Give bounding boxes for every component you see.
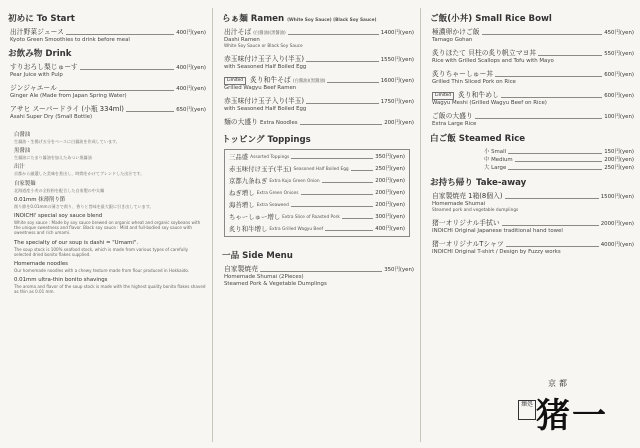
note-title: The specialty of our soup is dashi = "Umami".: [14, 239, 139, 246]
item-name-jp: 炙り和牛そば: [250, 76, 291, 84]
item-name-jp: 海苔増し: [229, 201, 255, 209]
item-name-jp: 猪一オリジナルTシャツ: [432, 240, 504, 248]
menu-item: [224, 76, 414, 92]
leader-line: [325, 230, 373, 231]
item-name-en: Grilled Thin Sliced Pork on Rice: [432, 79, 516, 85]
menu-item: [432, 240, 634, 256]
note-title: 自家製麺: [14, 180, 36, 187]
item-name-en: with Seasoned Half Boiled Egg: [224, 64, 307, 70]
soy-sauce-tag: (White Soy Sauce) (Black Soy Sauce): [287, 18, 377, 23]
note-title: INOICHI' special soy sauce blend: [14, 213, 103, 220]
item-name-jp: 自家製焼売 1箱(8個入): [432, 192, 503, 200]
note-text: White soy sauce : Made by soy sauce brewed on organic wheat and organic soybeans with the unique sweetness and flavor. Black soy sauce : Mild and full-bodied soy sauce with sweetness and rich umami.: [14, 220, 201, 236]
column-start-drinks: [0, 0, 212, 448]
leader-line: [80, 69, 175, 70]
info-note: [14, 240, 206, 257]
item-price: 350円(yen): [375, 154, 405, 160]
leader-line: [300, 124, 383, 125]
item-price: 2000円(yen): [600, 221, 634, 227]
size-label: 大 Large: [484, 165, 507, 171]
menu-item: [224, 55, 414, 71]
item-price: 150円(yen): [604, 149, 634, 155]
item-subtext: Steamed pork and vegetable dumplings: [432, 208, 519, 213]
item-name-en: Kyoto Green Smoothies to drink before meal: [10, 37, 130, 43]
logo-seal: 麺処: [518, 400, 536, 420]
leader-line: [502, 225, 599, 226]
item-price: 650円(yen): [176, 107, 206, 113]
info-note: [14, 277, 206, 294]
item-name-en: Assorted Toppings: [250, 155, 290, 160]
item-price: 1400円(yen): [380, 30, 414, 36]
item-price: 100円(yen): [604, 114, 634, 120]
item-price: 600円(yen): [604, 72, 634, 78]
item-price: 200円(yen): [375, 178, 405, 184]
size-row: [484, 148, 634, 156]
item-name-en: Wagyu Meshi (Grilled Wagyu Beef on Rice): [432, 100, 547, 106]
item-price: 250円(yen): [604, 165, 634, 171]
topping-row: [229, 189, 405, 197]
note-title: 0.01mm ultra-thin bonito shavings: [14, 277, 108, 284]
item-name-jp: 炙りほたて 貝柱の炙り帆立マヨ丼: [432, 49, 537, 57]
leader-line: [288, 34, 379, 35]
topping-row: [229, 201, 405, 209]
item-name-en: Homemade Shumai (2Pieces): [224, 274, 304, 280]
section-header-rice: ご飯(小丼) Small Rice Bowl: [430, 14, 552, 24]
assorted-toppings-row: [229, 153, 405, 161]
size-row: [484, 164, 634, 172]
item-subtext: Steamed Pork & Vegetable Dumplings: [224, 281, 327, 287]
column-divider: [212, 8, 213, 442]
note-text: 北海道産小麦の全粒粉を配合した自家製の中太麺: [14, 187, 105, 193]
item-price: 600円(yen): [604, 93, 634, 99]
item-name-en: Extra Grilled Wagyu Beef: [269, 227, 324, 232]
note-title: Homemade noodles: [14, 261, 68, 268]
item-name-jp: 麺の大盛り: [224, 118, 258, 126]
item-name-jp: ジンジャエール: [10, 84, 57, 92]
item-name-jp: 極濃卵かけご飯: [432, 28, 480, 36]
item-name-en: Extra Slice of Roasted Pork: [282, 215, 340, 220]
item-sauce-option: (白醤油)(黒醤油): [292, 79, 326, 84]
item-name-en: Extra Green Onions: [256, 191, 299, 196]
logo-name: 猪一: [536, 396, 608, 436]
item-name-en: INOICHI Original T-shirt / Design by Fuzzy works: [432, 249, 561, 255]
item-name-jp: ちゃーしゅー増し: [229, 213, 281, 221]
note-text: 京都から厳選した美味を煮出し、時間をかけてブレンドした出汁です。: [14, 171, 145, 177]
item-name-en: Tamago Gohan: [432, 37, 473, 43]
section-header-ramen: [222, 14, 414, 25]
menu-item: [432, 28, 634, 44]
item-name-jp: 炙り和牛めし: [458, 91, 499, 99]
info-note: [14, 132, 206, 144]
menu-item: [432, 91, 634, 107]
leader-line: [322, 182, 374, 183]
item-price: 200円(yen): [375, 202, 405, 208]
info-note: [14, 213, 206, 236]
item-price: 550円(yen): [604, 51, 634, 57]
size-label: 小 Small: [484, 149, 507, 155]
toppings-box: [224, 149, 410, 237]
leader-line: [59, 90, 174, 91]
leader-line: [538, 55, 602, 56]
item-price: 400円(yen): [176, 86, 206, 92]
menu-item: [10, 84, 206, 100]
item-name-en: Pear Juice with Pulp: [10, 72, 63, 78]
leader-line: [260, 271, 382, 272]
logo-city: 京都: [548, 379, 570, 388]
item-price: 4000円(yen): [600, 242, 634, 248]
topping-row: [229, 225, 405, 233]
column-ramen-toppings: [214, 0, 420, 448]
item-price: 200円(yen): [384, 120, 414, 126]
item-price: 1550円(yen): [380, 57, 414, 63]
leader-line: [66, 34, 174, 35]
leader-line: [306, 61, 379, 62]
item-price: 300円(yen): [375, 214, 405, 220]
note-text: The aroma and flavor of the soup stock is made with the highest quality bonito flakes shaved as thin as 0.01 mm.: [14, 284, 206, 295]
note-text: 削り節を0.01mmの薄さで削り、香りと旨味を最大限に引き出しています。: [14, 203, 154, 209]
item-price: 1750円(yen): [380, 99, 414, 105]
item-price: 400円(yen): [176, 30, 206, 36]
item-price: 400円(yen): [375, 226, 405, 232]
item-price: 200円(yen): [604, 157, 634, 163]
item-name-jp: ご飯の大盛り: [432, 112, 473, 120]
menu-item: [432, 70, 634, 86]
item-name-en: Asahi Super Dry (Small Bottle): [10, 114, 93, 120]
leader-line: [126, 111, 174, 112]
item-name-en: Homemade Shumai: [432, 201, 486, 207]
menu-item: [432, 112, 634, 128]
item-price: 200円(yen): [375, 190, 405, 196]
item-name-jp: ねぎ増し: [229, 189, 255, 197]
leader-line: [327, 82, 378, 83]
item-name-en: INOICHI Original Japanese traditional hand towel: [432, 228, 563, 234]
item-sauce-option: (白醤油)(黒醤油): [253, 31, 286, 36]
item-name-jp: 赤玉味付け玉子(半玉): [229, 165, 292, 173]
menu-item: [224, 118, 414, 127]
section-header-steamed-rice: 白ご飯 Steamed Rice: [430, 134, 526, 144]
item-name-jp: アサヒ スーパードライ (小瓶 334ml): [10, 105, 124, 113]
info-note: [14, 197, 206, 209]
item-name-jp: 出汁野菜ジュース: [10, 28, 64, 36]
menu-item: [224, 265, 414, 288]
item-name-en: Extra Seaweed: [256, 203, 289, 208]
leader-line: [506, 246, 599, 247]
menu-item: [432, 219, 634, 235]
item-name-en: Extra Noodles: [259, 120, 298, 126]
menu-item: [432, 49, 634, 65]
note-title: 0.01mm 抹薄削り節: [14, 196, 66, 203]
leader-line: [501, 97, 602, 98]
note-title: 黒醤油: [14, 148, 31, 155]
menu-item: [10, 28, 206, 44]
ramen-header-text: らぁ麺 Ramen: [222, 14, 285, 24]
leader-line: [482, 34, 603, 35]
item-price: 1500円(yen): [600, 194, 634, 200]
size-list: [484, 148, 634, 172]
section-header-side: 一品 Side Menu: [222, 251, 293, 261]
leader-line: [475, 118, 602, 119]
item-price: 400円(yen): [176, 65, 206, 71]
item-name-en: Seasoned Half Boiled Egg: [293, 167, 349, 172]
item-price: 350円(yen): [384, 267, 414, 273]
item-name-jp: すりおろし梨じゅーす: [10, 63, 78, 71]
info-note: [14, 181, 206, 193]
leader-line: [291, 206, 373, 207]
leader-line: [351, 170, 374, 171]
item-name-en: Dashi Ramen: [224, 37, 260, 43]
limited-badge: Limited: [432, 92, 454, 100]
leader-line: [301, 194, 374, 195]
menu-item: [432, 192, 634, 214]
item-name-en: Extra Large Rice: [432, 121, 477, 127]
leader-line: [342, 218, 373, 219]
note-text: 生醤油にたまり醤油を加えたあつい黒醤油: [14, 155, 92, 161]
info-note: [14, 261, 206, 273]
note-title: 出汁: [14, 164, 25, 171]
item-name-en: Extra Kujo Green Onion: [269, 179, 320, 184]
note-text: Our homemade noodles with a chewy texture made from flour produced in Hokkaido.: [14, 268, 190, 274]
leader-line: [508, 153, 602, 154]
item-name-jp: 三品盛: [229, 153, 249, 161]
item-name-jp: 京都九条ねぎ: [229, 177, 268, 185]
leader-line: [508, 169, 602, 170]
item-name-jp: 猪一オリジナル手拭い: [432, 219, 500, 227]
item-name-jp: 赤玉味付け玉子入り(半玉): [224, 97, 305, 105]
section-header-takeaway: お持ち帰り Take-away: [430, 178, 527, 188]
menu-item: [10, 105, 206, 121]
column-rice-takeaway: [422, 0, 640, 448]
item-name-en: with Seasoned Half Boiled Egg: [224, 106, 307, 112]
item-price: 450円(yen): [604, 30, 634, 36]
leader-line: [495, 76, 602, 77]
menu-item: [224, 97, 414, 113]
info-note: [14, 148, 206, 160]
size-label: 中 Medium: [484, 157, 513, 163]
leader-line: [291, 158, 373, 159]
item-name-jp: 出汁そば: [224, 28, 252, 36]
note-text: 生醤油・生揚げ五分をベースに白醤油を作成しています。: [14, 139, 120, 144]
section-header-drink: お飲み物 Drink: [8, 49, 72, 59]
size-row: [484, 156, 634, 164]
item-name-en: Ginger Ale (Made from Japan Spring Water): [10, 93, 127, 99]
item-name-en: Grilled Wagyu Beef Ramen: [224, 85, 297, 91]
menu-item: [224, 28, 414, 50]
item-name-jp: 赤玉味付け玉子入り(半玉): [224, 55, 305, 63]
item-name-jp: 炙り和牛増し: [229, 225, 268, 233]
leader-line: [306, 103, 379, 104]
limited-badge: Limited: [224, 77, 246, 85]
topping-row: [229, 213, 405, 221]
menu-item: [10, 63, 206, 79]
section-header-toppings: トッピング Toppings: [222, 135, 311, 145]
item-name-en: Rice with Grilled Scallops and Tofu with Mayo: [432, 58, 554, 64]
note-title: 白醤油: [14, 132, 31, 138]
item-price: 1600円(yen): [380, 78, 414, 84]
topping-row: [229, 165, 405, 173]
info-note: [14, 164, 206, 176]
section-header-start: 初めに To Start: [8, 14, 75, 24]
note-text: The soup stock is 100% seafood stock, which is made from various types of carefully selected dried bonito flakes supplied.: [14, 246, 189, 257]
item-price: 250円(yen): [375, 166, 405, 172]
item-name-jp: 自家製焼売: [224, 265, 258, 273]
restaurant-logo: [518, 378, 622, 442]
topping-row: [229, 177, 405, 185]
leader-line: [515, 161, 603, 162]
item-subtext: White Soy Sauce or Black Soy Sauce: [224, 44, 303, 49]
column-divider: [420, 8, 421, 442]
item-name-jp: 炙りちゃーしゅー丼: [432, 70, 494, 78]
leader-line: [505, 198, 599, 199]
